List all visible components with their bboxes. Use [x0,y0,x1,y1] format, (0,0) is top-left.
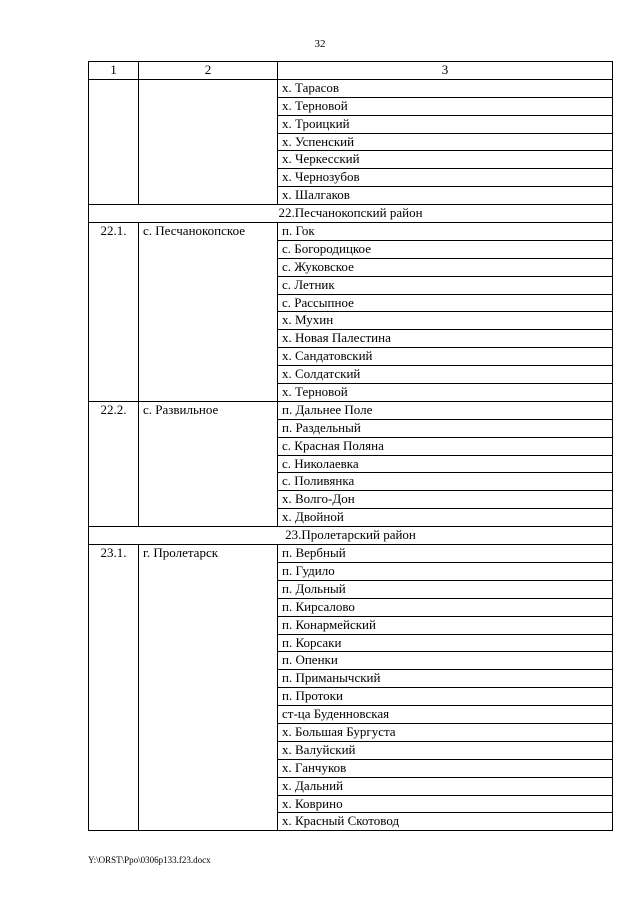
settlement-cell: с. Жуковское [278,258,613,276]
admin-center: с. Развильное [139,401,278,526]
page-number: 32 [314,38,326,50]
settlement-cell: с. Богородицкое [278,240,613,258]
entry-number: 23.1. [89,545,139,831]
settlement-cell: п. Опенки [278,652,613,670]
admin-center: с. Песчанокопское [139,223,278,402]
section-title-row [89,205,613,223]
settlement-cell: х. Сандатовский [278,348,613,366]
settlement-cell: п. Корсаки [278,634,613,652]
settlement-cell: с. Николаевка [278,455,613,473]
settlement-cell: п. Гок [278,223,613,241]
settlement-cell: х. Дальний [278,777,613,795]
table-row [89,223,613,241]
settlement-cell: п. Кирсалово [278,598,613,616]
settlement-cell: п. Вербный [278,545,613,563]
column-header: 3 [278,62,613,80]
settlement-cell: х. Солдатский [278,366,613,384]
settlement-cell: с. Красная Поляна [278,437,613,455]
settlement-cell: х. Мухин [278,312,613,330]
settlement-cell: х. Новая Палестина [278,330,613,348]
settlement-cell: х. Ганчуков [278,759,613,777]
footer-file-path: Y:\ORST\Ppo\0306p133.f23.docx [88,855,211,865]
column-header: 2 [139,62,278,80]
settlement-cell: п. Гудило [278,562,613,580]
settlement-cell: х. Двойной [278,509,613,527]
header-row [89,62,613,80]
settlement-cell: х. Валуйский [278,741,613,759]
settlement-cell: х. Чернозубов [278,169,613,187]
settlement-cell: х. Тарасов [278,79,613,97]
settlement-cell: х. Терновой [278,97,613,115]
settlement-cell: п. Дольный [278,580,613,598]
settlement-cell: п. Приманычский [278,670,613,688]
settlement-cell: ст-ца Буденновская [278,706,613,724]
column-header: 1 [89,62,139,80]
number-cell [89,79,139,204]
settlement-cell: п. Раздельный [278,419,613,437]
entry-number: 22.2. [89,401,139,526]
settlement-cell: х. Волго-Дон [278,491,613,509]
center-cell [139,79,278,204]
settlement-cell: х. Черкесский [278,151,613,169]
settlement-cell: х. Терновой [278,384,613,402]
settlement-cell: х. Красный Скотовод [278,813,613,831]
table-row [89,79,613,97]
settlement-cell: х. Успенский [278,133,613,151]
settlement-cell: х. Коврино [278,795,613,813]
settlement-cell: п. Дальнее Поле [278,401,613,419]
settlement-cell: с. Рассыпное [278,294,613,312]
table-row [89,401,613,419]
settlement-cell: с. Летник [278,276,613,294]
admin-center: г. Пролетарск [139,545,278,831]
district-title: 23.Пролетарский район [89,527,613,545]
settlement-cell: с. Поливянка [278,473,613,491]
section-title-row [89,527,613,545]
settlement-cell: п. Протоки [278,688,613,706]
settlement-cell: х. Троицкий [278,115,613,133]
table-row [89,545,613,563]
district-title: 22.Песчанокопский район [89,205,613,223]
settlement-cell: х. Шалгаков [278,187,613,205]
settlement-cell: х. Большая Бургуста [278,723,613,741]
settlements-table [88,61,613,831]
entry-number: 22.1. [89,223,139,402]
settlement-cell: п. Конармейский [278,616,613,634]
